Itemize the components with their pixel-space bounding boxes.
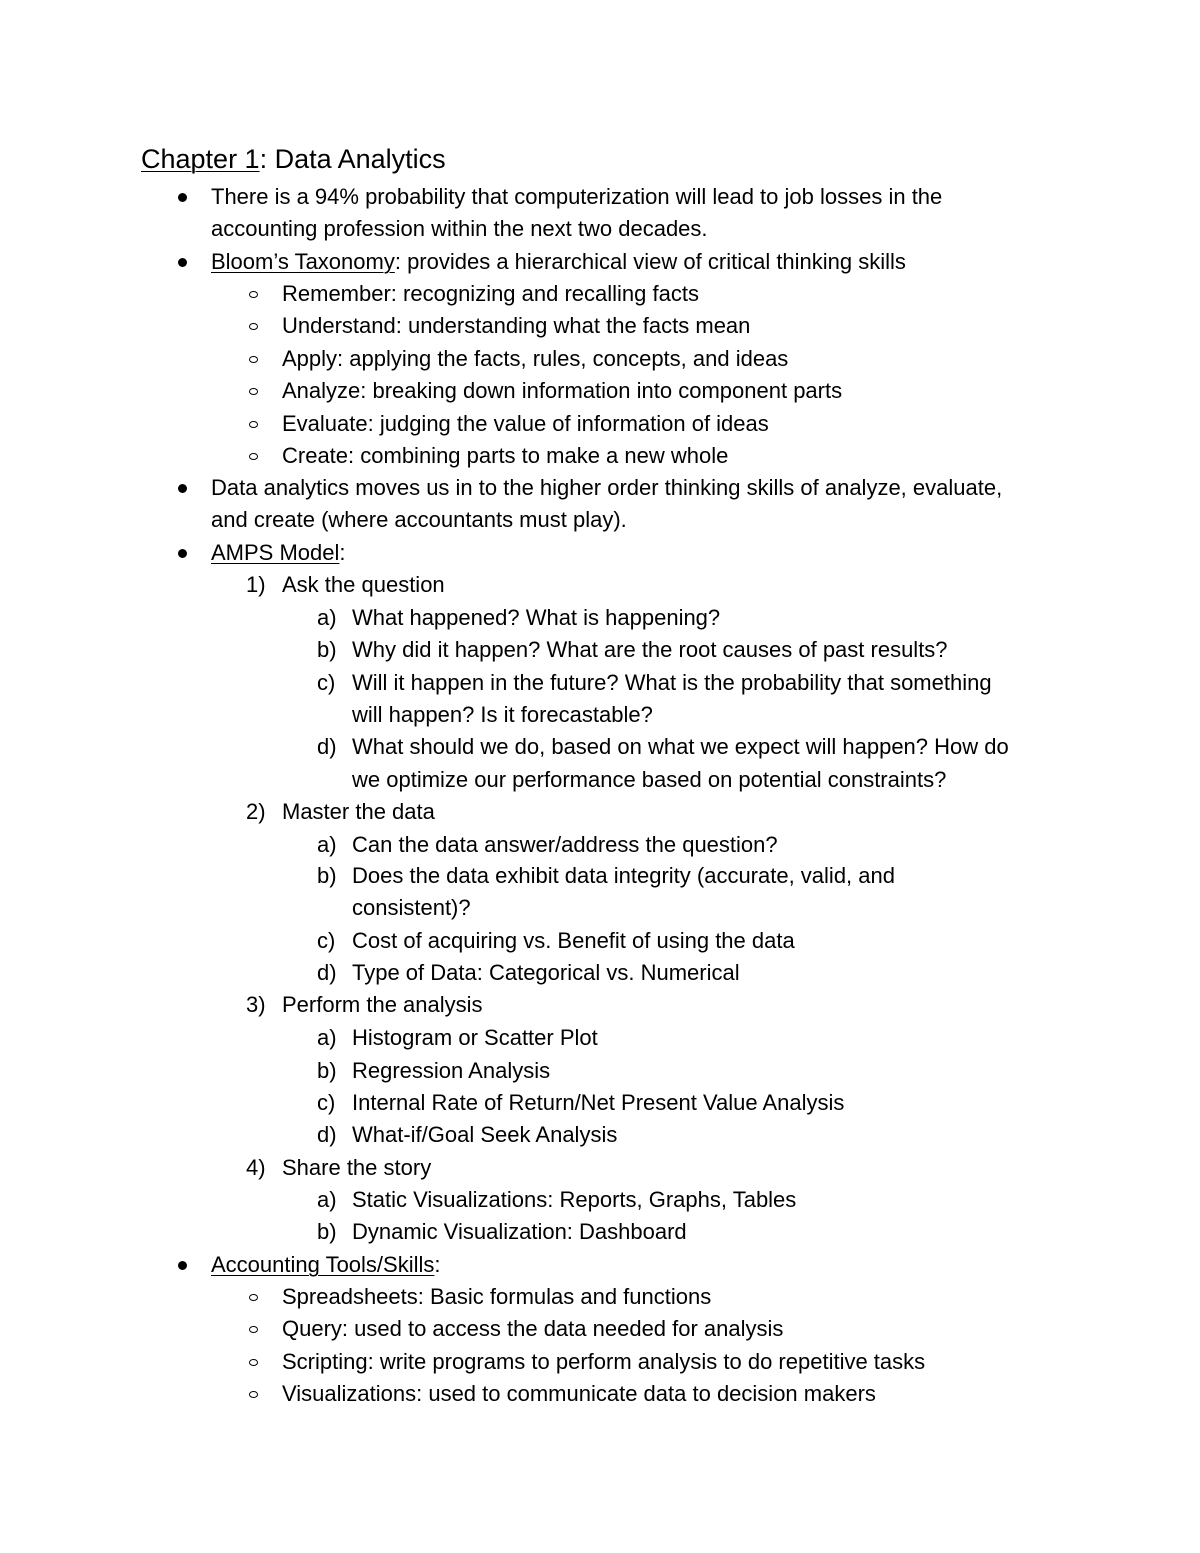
term-suffix: : [434,1252,441,1277]
bullet-circle [249,1359,258,1366]
list-item: Master the data [282,799,435,824]
list-item: Evaluate: judging the value of information of ideas [282,411,769,436]
list-number: 3) [246,992,266,1017]
list-item: What happened? What is happening? [352,605,721,630]
list-item: Spreadsheets: Basic formulas and functions [282,1284,712,1309]
bullet-dot [178,484,187,493]
list-item: Create: combining parts to make a new whole [282,443,729,468]
list-item-continuation: we optimize our performance based on potential constraints? [352,767,947,792]
list-letter: b) [317,637,337,662]
list-letter: c) [317,928,336,953]
bullet-circle [249,1326,258,1333]
term-accounting-tools: Accounting Tools/Skills [211,1252,435,1277]
list-item-continuation: consistent)? [352,895,471,920]
list-item: Perform the analysis [282,992,483,1017]
list-item: Ask the question [282,572,445,597]
list-item: Understand: understanding what the facts mean [282,313,751,338]
list-letter: c) [317,670,336,695]
bullet-circle [249,421,258,428]
bullet-dot [178,258,187,267]
list-number: 1) [246,572,266,597]
list-letter: d) [317,1122,337,1147]
text-line: There is a 94% probability that computerization will lead to job losses in the [211,184,943,209]
list-letter: a) [317,1187,337,1212]
list-number: 4) [246,1155,266,1180]
bullet-dot [178,549,187,558]
list-letter: d) [317,734,337,759]
list-letter: b) [317,1219,337,1244]
list-letter: b) [317,863,337,888]
list-letter: a) [317,832,337,857]
list-item: Cost of acquiring vs. Benefit of using the data [352,928,795,953]
list-item: Can the data answer/address the question? [352,832,778,857]
bullet-circle [249,453,258,460]
bullet-dot [178,193,187,202]
bullet-dot [178,1261,187,1270]
bullet-circle [249,356,258,363]
list-item: Regression Analysis [352,1058,551,1083]
bullet-circle [249,1391,258,1398]
list-item: Apply: applying the facts, rules, concepts, and ideas [282,346,789,371]
text-line: and create (where accountants must play). [211,507,627,532]
list-item: Does the data exhibit data integrity (accurate, valid, and [352,863,895,888]
list-item: Query: used to access the data needed for analysis [282,1316,784,1341]
list-item: Static Visualizations: Reports, Graphs, Tables [352,1187,797,1212]
text-line [211,246,906,278]
list-item: Scripting: write programs to perform analysis to do repetitive tasks [282,1349,926,1374]
list-item: Visualizations: used to communicate data to decision makers [282,1381,876,1406]
list-number: 2) [246,799,266,824]
list-item: What should we do, based on what we expect will happen? How do [352,734,1009,759]
list-letter: a) [317,605,337,630]
bullet-circle [249,1294,258,1301]
list-item: What-if/Goal Seek Analysis [352,1122,618,1147]
term-blooms-taxonomy: Bloom’s Taxonomy [211,249,395,274]
list-item: Share the story [282,1155,432,1180]
list-item: Analyze: breaking down information into component parts [282,378,843,403]
term-suffix: : [339,540,346,565]
term-definition: : provides a hierarchical view of critical thinking skills [394,249,906,274]
list-letter: a) [317,1025,337,1050]
list-letter: b) [317,1058,337,1083]
list-item: Will it happen in the future? What is the probability that something [352,670,992,695]
list-item: Remember: recognizing and recalling facts [282,281,699,306]
text-line: Data analytics moves us in to the higher order thinking skills of analyze, evaluate, [211,475,1003,500]
text-line [211,1249,441,1281]
bullet-circle [249,291,258,298]
list-item: Type of Data: Categorical vs. Numerical [352,960,740,985]
list-letter: c) [317,1090,336,1115]
bullet-circle [249,323,258,330]
list-item: Histogram or Scatter Plot [352,1025,598,1050]
text-line: accounting profession within the next two decades. [211,216,708,241]
list-item: Dynamic Visualization: Dashboard [352,1219,687,1244]
list-item: Internal Rate of Return/Net Present Value Analysis [352,1090,845,1115]
text-line [211,537,346,569]
list-letter: d) [317,960,337,985]
list-item-continuation: will happen? Is it forecastable? [352,702,653,727]
term-amps-model: AMPS Model [211,540,340,565]
page-title [141,141,446,177]
bullet-circle [249,388,258,395]
list-item: Why did it happen? What are the root causes of past results? [352,637,948,662]
title-term: Chapter 1 [141,144,260,174]
title-rest: : Data Analytics [259,144,446,174]
